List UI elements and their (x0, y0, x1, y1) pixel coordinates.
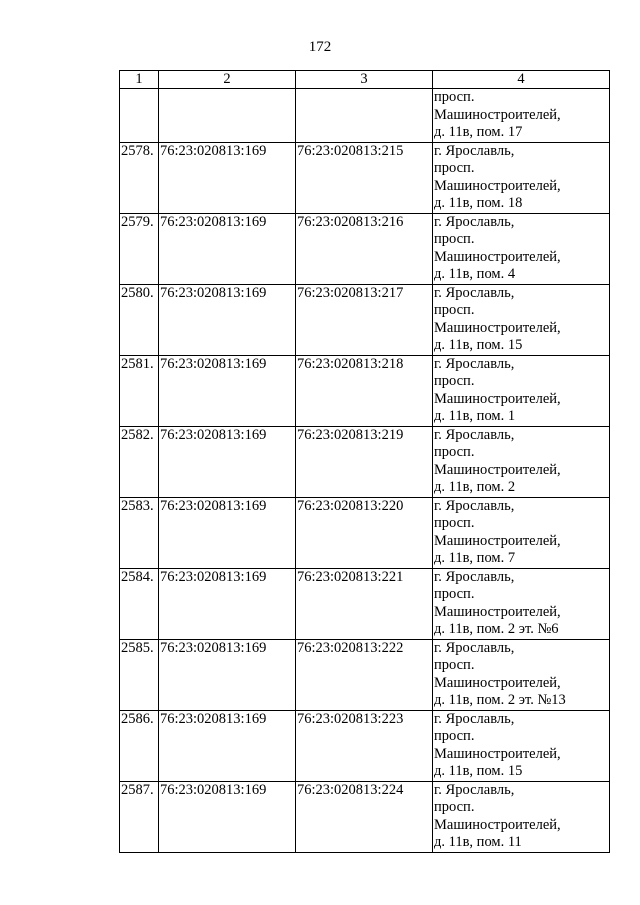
address-line: г. Ярославль, (434, 213, 515, 230)
cell-number: 2581. (120, 355, 159, 426)
table-row (120, 355, 610, 426)
cell-cadastral-parent: 76:23:020813:169 (159, 497, 296, 568)
address-line: просп. (434, 231, 475, 247)
table-row (120, 497, 610, 568)
cell-cadastral-parent: 76:23:020813:169 (159, 426, 296, 497)
cell-number: 2578. (120, 142, 159, 213)
address-line: д. 11в, пом. 2 (434, 479, 516, 495)
address-line: д. 11в, пом. 15 (434, 763, 523, 779)
cell-cadastral-number: 76:23:020813:220 (296, 497, 433, 568)
cell-cadastral-number: 76:23:020813:217 (296, 284, 433, 355)
address-line: просп. (434, 373, 475, 389)
column-header-4: 4 (433, 71, 610, 89)
cell-cadastral-number: 76:23:020813:218 (296, 355, 433, 426)
page-number: 172 (308, 39, 332, 55)
address-line: просп. (434, 444, 475, 460)
cell-cadastral-parent: 76:23:020813:169 (159, 355, 296, 426)
cell-cadastral-number: 76:23:020813:221 (296, 568, 433, 639)
table-row (120, 710, 610, 781)
address-line: Машиностроителей, (434, 106, 561, 123)
cell-cadastral-number: 76:23:020813:222 (296, 639, 433, 710)
cell-address (433, 284, 610, 355)
cell-number: 2587. (120, 781, 159, 852)
cell-number (120, 89, 159, 143)
cell-cadastral-parent: 76:23:020813:169 (159, 142, 296, 213)
address-line: Машиностроителей, (434, 816, 561, 833)
cell-cadastral-number: 76:23:020813:223 (296, 710, 433, 781)
address-line: д. 11в, пом. 1 (434, 408, 516, 424)
address-line: д. 11в, пом. 7 (434, 550, 516, 566)
address-line: г. Ярославль, (434, 284, 515, 301)
address-line: г. Ярославль, (434, 142, 515, 159)
address-line: г. Ярославль, (434, 639, 515, 656)
address-line: просп. (434, 657, 475, 673)
address-line: г. Ярославль, (434, 497, 515, 514)
cell-address (433, 213, 610, 284)
column-header-3: 3 (296, 71, 433, 89)
table-row-continuation (120, 89, 610, 143)
cell-cadastral-parent: 76:23:020813:169 (159, 284, 296, 355)
cell-cadastral-number: 76:23:020813:215 (296, 142, 433, 213)
cell-cadastral-parent: 76:23:020813:169 (159, 213, 296, 284)
cell-number: 2579. (120, 213, 159, 284)
address-line: Машиностроителей, (434, 248, 561, 265)
cell-cadastral-number (296, 89, 433, 143)
cell-cadastral-parent (159, 89, 296, 143)
address-line: г. Ярославль, (434, 710, 515, 727)
cell-address (433, 781, 610, 852)
table-row (120, 426, 610, 497)
cell-address (433, 568, 610, 639)
cell-address (433, 355, 610, 426)
address-line: Машиностроителей, (434, 177, 561, 194)
cell-address (433, 142, 610, 213)
cell-cadastral-parent: 76:23:020813:169 (159, 639, 296, 710)
cell-cadastral-parent: 76:23:020813:169 (159, 710, 296, 781)
cell-address (433, 426, 610, 497)
table-row (120, 568, 610, 639)
table-row (120, 639, 610, 710)
address-line: Машиностроителей, (434, 532, 561, 549)
address-line: г. Ярославль, (434, 355, 515, 372)
address-line: д. 11в, пом. 15 (434, 337, 523, 353)
address-line: г. Ярославль, (434, 568, 515, 585)
table-header-row (120, 71, 610, 89)
column-header-2: 2 (159, 71, 296, 89)
cell-number: 2585. (120, 639, 159, 710)
registry-table (119, 70, 610, 853)
column-header-1: 1 (120, 71, 159, 89)
address-line: Машиностроителей, (434, 674, 561, 691)
cell-address (433, 89, 610, 143)
table-row (120, 781, 610, 852)
cell-address (433, 639, 610, 710)
cell-address (433, 710, 610, 781)
cell-cadastral-parent: 76:23:020813:169 (159, 781, 296, 852)
table-row (120, 213, 610, 284)
address-line: Машиностроителей, (434, 461, 561, 478)
address-line: Машиностроителей, (434, 319, 561, 336)
address-line: просп. (434, 302, 475, 318)
cell-cadastral-number: 76:23:020813:219 (296, 426, 433, 497)
cell-number: 2584. (120, 568, 159, 639)
address-line: просп. (434, 160, 475, 176)
table-row (120, 284, 610, 355)
address-line: просп. (434, 89, 475, 105)
address-line: просп. (434, 515, 475, 531)
address-line: д. 11в, пом. 2 эт. №13 (434, 692, 566, 708)
cell-number: 2580. (120, 284, 159, 355)
address-line: Машиностроителей, (434, 745, 561, 762)
address-line: д. 11в, пом. 4 (434, 266, 516, 282)
cell-address (433, 497, 610, 568)
address-line: д. 11в, пом. 18 (434, 195, 523, 211)
address-line: д. 11в, пом. 17 (434, 124, 523, 140)
address-line: просп. (434, 799, 475, 815)
table-row (120, 142, 610, 213)
cell-cadastral-parent: 76:23:020813:169 (159, 568, 296, 639)
cell-cadastral-number: 76:23:020813:216 (296, 213, 433, 284)
address-line: просп. (434, 586, 475, 602)
cell-number: 2586. (120, 710, 159, 781)
address-line: Машиностроителей, (434, 603, 561, 620)
address-line: Машиностроителей, (434, 390, 561, 407)
address-line: д. 11в, пом. 11 (434, 834, 522, 850)
address-line: д. 11в, пом. 2 эт. №6 (434, 621, 559, 637)
address-line: г. Ярославль, (434, 781, 515, 798)
address-line: просп. (434, 728, 475, 744)
cell-cadastral-number: 76:23:020813:224 (296, 781, 433, 852)
cell-number: 2583. (120, 497, 159, 568)
cell-number: 2582. (120, 426, 159, 497)
address-line: г. Ярославль, (434, 426, 515, 443)
